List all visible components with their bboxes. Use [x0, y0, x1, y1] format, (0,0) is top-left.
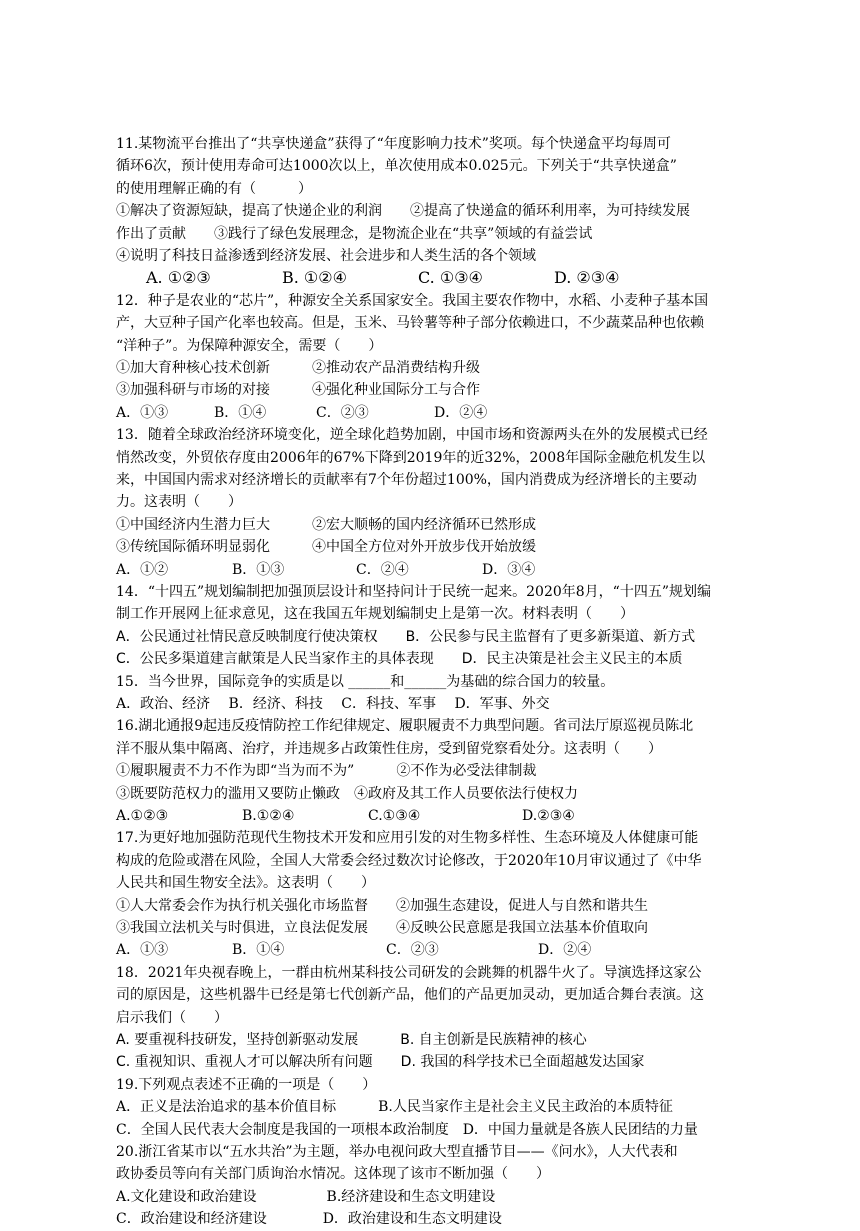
q18-line: 司的原因是，这些机器牛已经是第七代创新产品，他们的产品更加灵动，更加适合舞台表演。这: [116, 987, 704, 1003]
q17-line: 构成的危险或潜在风险，全国人大常委会经过数次讨论修改，于2020年10月审议通过了《中华: [116, 853, 702, 869]
q17-option-c: C．②③: [386, 942, 439, 958]
q14-option-line: A．公民通过社情民意反映制度行使决策权 B．公民参与民主监督有了更多新渠道、新方式: [116, 629, 696, 645]
q12-option-b: B．①④: [214, 405, 267, 421]
q17-line: ③我国立法机关与时俱进，立良法促发展 ④反映公民意愿是我国立法基本价值取向: [116, 920, 648, 936]
q20-line: 政协委员等向有关部门质询治水情况。这体现了该市不断加强（ ）: [116, 1166, 550, 1182]
q12-line: ①加大育种核心技术创新 ②推动农产品消费结构升级: [116, 360, 480, 376]
q16-option-a: A.①②③: [116, 808, 169, 824]
q18-option-line: A. 要重视科技研发，坚持创新驱动发展 B. 自主创新是民族精神的核心: [116, 1032, 587, 1048]
q17-option-a: A．①③: [116, 942, 169, 958]
q13-line: 力。这表明（ ）: [116, 494, 242, 510]
q18-line: 18．2021年央视春晚上，一群由杭州某科技公司研发的会跳舞的机器牛火了。导演选择这家公: [116, 965, 702, 981]
q12-option-a: A．①③: [116, 405, 169, 421]
q13-line: ③传统国际循环明显弱化 ④中国全方位对外开放步伐开始放缓: [116, 539, 536, 555]
q12-line: “洋种子”。为保障种源安全，需要（ ）: [116, 338, 383, 354]
q17-option-b: B．①④: [232, 942, 285, 958]
q14-line: 14．“十四五”规划编制把加强顶层设计和坚持问计于民统一起来。2020年8月，“十四五”规划编: [116, 584, 711, 600]
q17-line: 17.为更好地加强防范现代生物技术开发和应用引发的对生物多样性、生态环境及人体健康可能: [116, 830, 699, 846]
q11-line: 作出了贡献 ③践行了绿色发展理念，是物流企业在“共享”领域的有益尝试: [116, 226, 593, 242]
q19-line: 19.下列观点表述不正确的一项是（ ）: [116, 1077, 377, 1093]
q12-line: 12．种子是农业的“芯片”，种源安全关系国家安全。我国主要农作物中，水稻、小麦种子基本国: [116, 293, 709, 309]
q16-option-d: D.②③④: [522, 808, 575, 824]
q18-option-line: C. 重视知识、重视人才可以解决所有问题 D. 我国的科学技术已全面超越发达国家: [116, 1054, 645, 1070]
q15-line: 15．当今世界，国际竞争的实质是以 ______和______为基础的综合国力的较量。: [116, 674, 615, 690]
q16-option-c: C.①③④: [368, 808, 421, 824]
q20-option-line: A.文化建设和政治建设 B.经济建设和生态文明建设: [116, 1189, 496, 1205]
q13-line: 来，中国国内需求对经济增长的贡献率有7个年份超过100%，国内消费成为经济增长的主要动: [116, 472, 697, 488]
q11-option-a: A. ①②③: [146, 268, 211, 287]
q14-line: 制工作开展网上征求意见，这在我国五年规划编制史上是第一次。材料表明（ ）: [116, 606, 634, 622]
q16-line: ①履职履责不力不作为即“当为而不为” ②不作为必受法律制裁: [116, 763, 537, 779]
q17-line: 人民共和国生物安全法》。这表明（ ）: [116, 875, 375, 891]
q11-line: ①解决了资源短缺，提高了快递企业的利润 ②提高了快递盒的循环利用率，为可持续发展: [116, 203, 690, 219]
q11-option-c: C. ①③④: [418, 268, 483, 287]
q19-option-line: C．全国人民代表大会制度是我国的一项根本政治制度 D．中国力量就是各族人民团结的力量: [116, 1122, 698, 1138]
q11-line: 11.某物流平台推出了“共享快递盒”获得了“年度影响力技术”奖项。每个快递盒平均每周可: [116, 136, 671, 152]
q12-line: 产，大豆种子国产化率也较高。但是，玉米、马铃薯等种子部分依赖进口，不少蔬菜品种也依赖: [116, 315, 704, 331]
q12-option-c: C．②③: [316, 405, 369, 421]
q12-option-d: D．②④: [434, 405, 488, 421]
q17-option-d: D．②④: [538, 942, 592, 958]
q14-option-line: C．公民多渠道建言献策是人民当家作主的具体表现 D．民主决策是社会主义民主的本质: [116, 651, 683, 667]
q13-option-b: B．①③: [232, 562, 285, 578]
q11-line: 循环6次，预计使用寿命可达1000次以上，单次使用成本0.025元。下列关于“共享快递盒”: [116, 158, 677, 174]
q13-line: 悄然改变，外贸依存度由2006年的67%下降到2019年的近32%，2008年国际金融危机发生以: [116, 450, 706, 466]
q16-line: 洋不服从集中隔离、治疗，并违规多占政策性住房，受到留党察看处分。这表明（ ）: [116, 741, 662, 757]
q20-line: 20.浙江省某市以“五水共治”为主题，举办电视问政大型直播节目——《问水》，人大代表和: [116, 1144, 678, 1160]
q11-line: ④说明了科技日益渗透到经济发展、社会进步和人类生活的各个领域: [116, 248, 536, 264]
q11-option-d: D. ②③④: [554, 268, 620, 287]
q13-option-a: A．①②: [116, 562, 169, 578]
q13-line: 13．随着全球政治经济环境变化，逆全球化趋势加剧，中国市场和资源两头在外的发展模式已经: [116, 427, 708, 443]
q16-option-b: B.①②④: [242, 808, 295, 824]
q15-option-line: A．政治、经济 B．经济、科技 C．科技、军事 D．军事、外交: [116, 696, 550, 712]
q18-line: 启示我们（ ）: [116, 1010, 228, 1026]
q13-line: ①中国经济内生潜力巨大 ②宏大顺畅的国内经济循环已然形成: [116, 517, 536, 533]
q13-option-c: C．②④: [356, 562, 409, 578]
q16-line: ③既要防范权力的滥用又要防止懒政 ④政府及其工作人员要依法行使权力: [116, 786, 578, 802]
q16-line: 16.湖北通报9起违反疫情防控工作纪律规定、履职履责不力典型问题。省司法厅原巡视员陈北: [116, 718, 694, 734]
q17-line: ①人大常委会作为执行机关强化市场监督 ②加强生态建设，促进人与自然和谐共生: [116, 898, 648, 914]
q13-option-d: D．③④: [482, 562, 536, 578]
q11-line: 的使用理解正确的有（ ）: [116, 181, 312, 197]
q12-line: ③加强科研与市场的对接 ④强化种业国际分工与合作: [116, 382, 480, 398]
q11-option-b: B. ①②④: [282, 268, 347, 287]
q20-option-line: C．政治建设和经济建设 D．政治建设和生态文明建设: [116, 1211, 502, 1227]
q19-option-line: A．正义是法治追求的基本价值目标 B.人民当家作主是社会主义民主政治的本质特征: [116, 1099, 673, 1115]
